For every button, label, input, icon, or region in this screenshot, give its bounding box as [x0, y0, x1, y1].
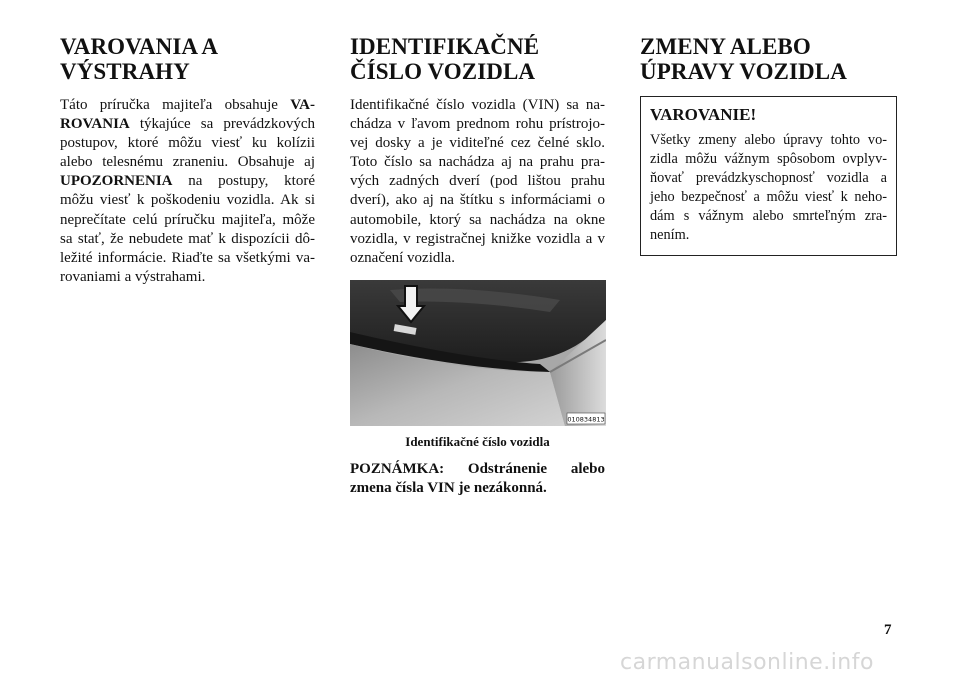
- warnings-text-suffix: na postupy, ktoré môžu viesť k poškodeniu vozidla. Ak si neprečítate celú príručku majiteľa, môže sa stať, že nebudete mať k dispozícii dôležité informácie. Riaďte sa všetkými varovaniami a výstrahami.: [60, 173, 315, 285]
- warnings-text-mid: týkajúce sa prevádzkových postupov, ktoré môžu viesť ku kolízii alebo telesnému zraneniu. Obsahuje aj: [60, 116, 315, 171]
- column-vin: [350, 34, 605, 498]
- warnings-text-prefix: Táto príručka majiteľa obsahuje: [60, 97, 291, 113]
- warning-box: [640, 96, 897, 256]
- vin-note: POZNÁMKA: Odstránenie alebo zmena čísla VIN je nezákonná.: [350, 460, 605, 496]
- vin-photo-caption: Identifikačné číslo vozidla: [405, 433, 550, 449]
- warnings-bold-upozornenia: UPOZORNENIA: [60, 173, 173, 190]
- heading-warnings: VAROVANIA A VÝSTRAHY: [60, 34, 217, 84]
- heading-modifications: ZMENY ALEBO ÚPRAVY VOZIDLA: [640, 34, 847, 84]
- column-modifications: [640, 34, 896, 256]
- warnings-paragraph: [60, 96, 315, 287]
- page-number: 7: [884, 622, 892, 638]
- warning-title: VAROVANIE!: [650, 105, 757, 124]
- heading-vin: IDENTIFIKAČNÉ ČÍSLO VOZIDLA: [350, 34, 540, 84]
- vin-location-photo: [350, 280, 606, 426]
- warning-text: Všetky zmeny alebo úpravy tohto vozidla môžu vážnym spôsobom ovplyvňovať prevádzkyschopnosť vozidla a jeho bezpečnosť a môžu viesť k nehodám s vážnym alebo smrteľným zranením.: [650, 132, 887, 243]
- vin-paragraph: Identifikačné číslo vozidla (VIN) sa nachádza v ľavom prednom rohu prístrojovej dosky a je viditeľné cez čelné sklo. Toto číslo sa nachádza aj na prahu pravých zadných dverí (pod lištou prahu dverí), ako aj na štítku s informáciami o automobile, ktorý sa nachádza na okne vozidla, v registračnej knižke vozidla a v označení vozidla.: [350, 97, 605, 266]
- warnings-bold-varovania: VAROVANIA: [60, 97, 315, 133]
- site-watermark: carmanualsonline.info: [620, 650, 874, 675]
- column-warnings: [60, 34, 315, 287]
- figure-code-label: 010834813: [567, 415, 605, 424]
